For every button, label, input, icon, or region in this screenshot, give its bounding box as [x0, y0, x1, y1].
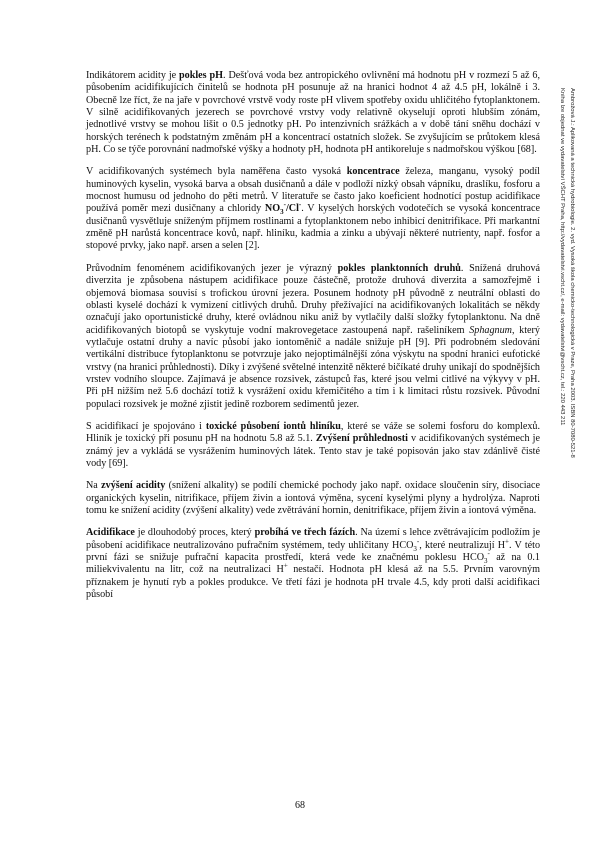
page-body: [86, 70, 540, 611]
italic-taxon: Sphagnum: [469, 324, 512, 336]
paragraph-acidification-phases: [86, 527, 540, 601]
paragraph-acidity-indicator: [86, 70, 540, 156]
text-run: až na 0.1 miliekvivalentu na litr, což na neutralizaci H: [86, 552, 540, 576]
paragraph-concentration: [86, 166, 540, 252]
formula-superscript: -: [487, 549, 490, 558]
bold-term: probíhá ve třech fázích: [254, 527, 356, 539]
text-run: Indikátorem acidity je: [86, 70, 180, 81]
ordering-info-line: Kniha lze objednat ve vydavatelství VŠCHT Praha, http://vydavatelstvi.vscht.cz/, e-mail: vydavatelstvi@vscht.cz, tel.: 220 443 211: [559, 88, 566, 426]
text-run: je dlouhodobý proces, který: [134, 527, 255, 539]
formula-superscript: +: [283, 562, 288, 570]
text-run: S acidifikací je spojováno i: [86, 420, 206, 432]
bold-term: Zvýšení průhlednosti: [315, 433, 408, 445]
paragraph-plankton-decline: [86, 263, 540, 411]
text-run: . V kyselých horských vodotečích se vysoká koncentrace dusičnanů vysvětluje sníženým příjmem rostlinami a fytoplanktonem nebo inhibicí denitrifikace. Při markantní změně pH narůstá koncentrace kovů, např. hliníku, kadmia a zinku a ubývají některé nutrienty, např. fosfor a stopové prvky, jako např. arsen a selen [2].: [86, 203, 540, 252]
text-run: . V této první fázi se snižuje pufrační kapacita prostředí, která vede ke značnému poklesu HCO: [86, 539, 541, 564]
formula-part: /Cl: [285, 203, 299, 215]
text-run: , který vytlačuje ostatní druhy a navíc působí jako iontoměnič a nadále snižuje pH [9]. Při podrobném sledování vertikální distribuce fytoplanktonu se potvrzuje jako nejoptimálnější zóna výskytu na spodní hranici eufotické vrstvy (na hranici průhlednosti). Díky i zvýšené světelné intenzitě některé bičíkaté druhy unikají do spodnějších vrstev vodního sloupce. Zajímavá je absence rozsivek, zástupců řas, které jsou velmi citlivé na výkyvy v pH. Při pH nižším než 5.6 dochází totiž k vysrážení oxidu křemičitého a tím i k limitaci růstu rozsivek. Původní populaci rozsivek je možné zjistit jedině rozborem sedimentů jezer.: [86, 324, 540, 410]
text-run: v acidifikovaných systémech je známý jev a vykládá se vysrážením huminových látek. Tento stav je také popisován jako stav zdánlivě čisté vody [69].: [86, 433, 540, 469]
text-run: , které neutralizují H: [419, 539, 506, 551]
nitrate-chloride-ratio: [264, 201, 302, 217]
formula-superscript: -: [416, 537, 420, 546]
text-run: nestačí. Hodnota pH klesá až na 5.5. Prvním varovným příznakem je hynutí ryb a pokles produkce. Ve třetí fázi je hodnota pH trvale 4.5, kdy proti další acidifikaci působí: [86, 564, 540, 601]
bold-term: pokles pH: [179, 70, 224, 81]
text-run: . Na území s lehce zvětrávajícím podložím je působení acidifikace neutralizováno pufračním systémem, tedy uhličitany HCO: [86, 527, 540, 551]
formula-superscript: -: [283, 201, 286, 210]
formula-subscript: 3: [413, 544, 417, 553]
text-run: (snížení alkality) se podílí chemické pochody jako např. oxidace sloučenin síry, disociace organických kyselin, nitrifikace, příjem živin a iontová výměna, sycení kyselými plyny a hydrolýza. Naproti tomu ke snížení acidity (zvýšení alkality) vede zvětrávání hornin, denitrifikace, příjem živin a iontová výměna.: [86, 480, 541, 516]
paragraph-acidity-increase: [86, 480, 540, 517]
text-run: železa, manganu, vysoký podíl huminových kyselin, vysoká barva a obsah dusičnanů a dále v podloží nízký obsah vápníku, draslíku, fosforu a mocnost humusu od jednoho do pěti metrů. V literatuře se často jako koeficient hodnotící postup acidifikace používá poměr mezi dusičnany a chloridy: [86, 166, 540, 215]
paragraph-aluminium-toxicity: [86, 421, 540, 470]
text-run: . Snížená druhová diverzita je způsobena nástupem acidifikace pouze částečně, protože druhová diverzita a samozřejmě i objemová biomasa souvisí s trofickou úrovní jezera. Posunem hodnoty pH původně z neutrální oblasti do oblasti kyselé dochází k vymizení citlivých druhů. Druhy přežívající na acidifikovaných lokalitách se někdy označují jako oportunistické druhy, které ovládnou niku aniž by vytlačily další složky fytoplanktonu. Na dně acidifikovaných biotopů se vyskytuje vodní makrovegetace zastoupená např. rašeliníkem: [86, 262, 541, 336]
formula-superscript: -: [298, 201, 302, 210]
formula-subscript: 3: [280, 208, 284, 217]
bold-term: Acidifikace: [86, 527, 135, 539]
formula-subscript: 3: [484, 557, 488, 566]
bold-term: toxické působení iontů hliníku: [205, 420, 341, 432]
formula-superscript: +: [505, 537, 509, 546]
formula-part: NO: [264, 203, 281, 215]
page-number: 68: [295, 800, 305, 811]
book-citation-text: [548, 88, 576, 648]
text-run: V acidifikovaných systémech byla naměřena často vysoká: [86, 166, 347, 178]
text-run: Na: [86, 480, 102, 492]
text-run: . Dešťová voda bez antropického ovlivnění má hodnotu pH v rozmezí 5 až 6, působením acidifikujících činitelů se hodnota pH posunuje až na hranici hodnot 4 až 4.5 pH, lokálně i 3. Obecně lze říct, že na jaře v povrchové vrstvě vody roste pH vlivem spotřeby oxidu uhličitého fytoplanktonem. V silně acidifikovaných jezerech se povrchové vrstvy vody relativně okyselují oproti hlubším zónám, jednotlivé vrstvy se mohou lišit o 0.5 jednotky pH. Po intenzivních srážkách a v době tání sněhu dochází v horských terénech k podstatným změnám pH a koncentrací ostatních složek. Se zvyšujícím se průtokem klesá pH. Co se týče porovnání nadmořské výšky a hodnoty pH, hodnota pH antikoreluje s nadmořskou výškou [68].: [86, 70, 540, 156]
bold-term: zvýšení acidity: [101, 480, 166, 492]
bold-term: koncentrace: [346, 166, 400, 178]
citation-line: Ambrožová J.: Aplikovaná a technická hydrobiologie. 2. vyd. Vysoká škola chemicko-technologická v Praze, Praha 2003. ISBN 80-7080-521-8: [569, 88, 575, 458]
text-run: Průvodním fenoménem acidifikovaných jezer je výrazný: [86, 262, 338, 274]
bold-term: pokles planktonních druhů: [337, 262, 461, 274]
text-run: , které se váže se solemi fosforu do komplexů. Hliník je toxický při posunu pH na hodnotu 5.8 až 5.1.: [86, 420, 540, 445]
book-citation-sidebar: [548, 88, 576, 648]
